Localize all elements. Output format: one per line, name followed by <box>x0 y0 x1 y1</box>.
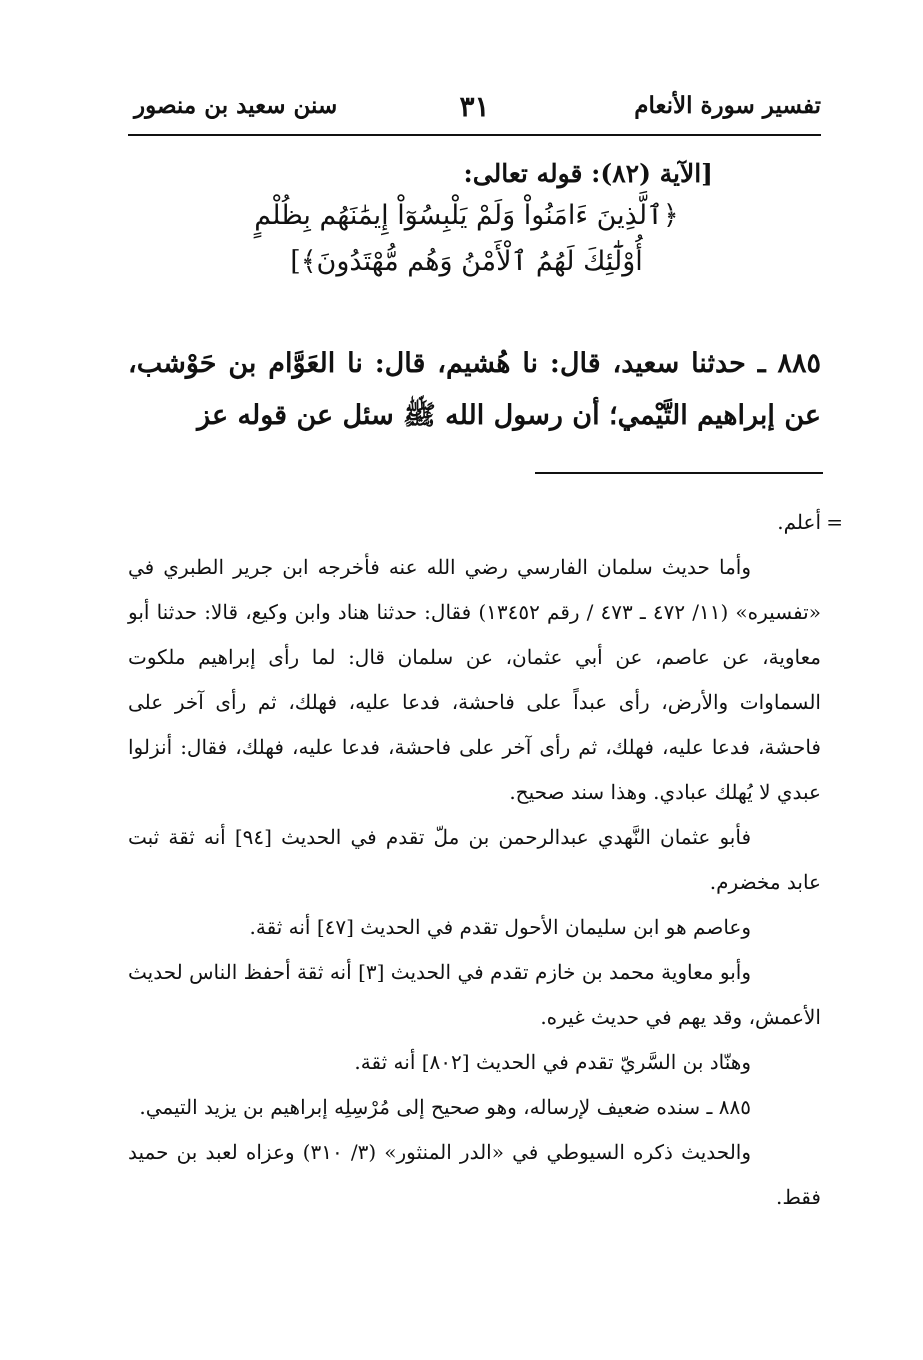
footnote-paragraph: وهنّاد بن السَّريّ تقدم في الحديث [٨٠٢] أنه ثقة. <box>354 1050 751 1074</box>
page-number: ٣١ <box>459 90 490 123</box>
footnote-paragraph: وأما حديث سلمان الفارسي رضي الله عنه فأخرجه ابن جرير الطبري في «تفسيره» (١١/ ٤٧٢ ـ ٤٧٣ / رقم ١٣٤٥٢) فقال: حدثنا هناد وابن وكيع، قالا: حدثنا أبو معاوية، عن عاصم، عن أبي عثمان، عن سلمان قال: لما رأى إبراهيم ملكوت السماوات والأرض، رأى عبداً على فاحشة، فدعا عليه، فهلك، ثم رأى آخر على فاحشة، فدعا عليه، فهلك، ثم رأى آخر على فاحشة، فدعا عليه، فهلك، فقال: أنزلوا عبدي لا يُهلك عبادي. وهذا سند صحيح. <box>128 555 821 804</box>
footnote-paragraphs <box>128 500 821 1220</box>
page-header <box>128 90 821 136</box>
footnote-paragraph: فأبو عثمان النَّهدي عبدالرحمن بن ملّ تقدم في الحديث [٩٤] أنه ثقة ثبت عابد مخضرم. <box>128 825 821 894</box>
footnote-paragraph: وأبو معاوية محمد بن خازم تقدم في الحديث [٣] أنه ثقة أحفظ الناس لحديث الأعمش، وقد يهم في حديث غيره. <box>128 960 821 1029</box>
footnote-paragraph: والحديث ذكره السيوطي في «الدر المنثور» (٣/ ٣١٠) وعزاه لعبد بن حميد فقط. <box>128 1140 821 1209</box>
verse-line-2: أُوْلَٰٓئِكَ لَهُمُ ٱلْأَمْنُ وَهُم مُّهْتَدُونَ﴾] <box>290 246 643 277</box>
footnote-divider <box>535 472 823 474</box>
footnotes <box>128 500 843 1220</box>
footnote-paragraph: أعلم. <box>777 510 821 534</box>
header-book-title: سنن سعيد بن منصور <box>134 92 338 119</box>
footnote-paragraph: وعاصم هو ابن سليمان الأحول تقدم في الحديث [٤٧] أنه ثقة. <box>249 915 751 939</box>
verse-line-1: ﴿ٱلَّذِينَ ءَامَنُواْ وَلَمْ يَلْبِسُوٓاْ إِيمَٰنَهُم بِظُلْمٍ <box>254 200 679 231</box>
continuation-marker: = <box>826 510 843 534</box>
hadith-text: ٨٨٥ ـ حدثنا سعيد، قال: نا هُشيم، قال: نا العَوَّام بن حَوْشب، عن إبراهيم التَّيْمي؛ أن رسول الله ﷺ سئل عن قوله عز <box>128 348 821 431</box>
header-surah-title: تفسير سورة الأنعام <box>634 92 821 119</box>
footnote-paragraph: ٨٨٥ ـ سنده ضعيف لإرساله، وهو صحيح إلى مُرْسِلِه إبراهيم بن يزيد التيمي. <box>139 1095 751 1119</box>
verse-title: [الآية (٨٢): قوله تعالى: <box>463 159 713 188</box>
verse-block <box>220 155 713 285</box>
